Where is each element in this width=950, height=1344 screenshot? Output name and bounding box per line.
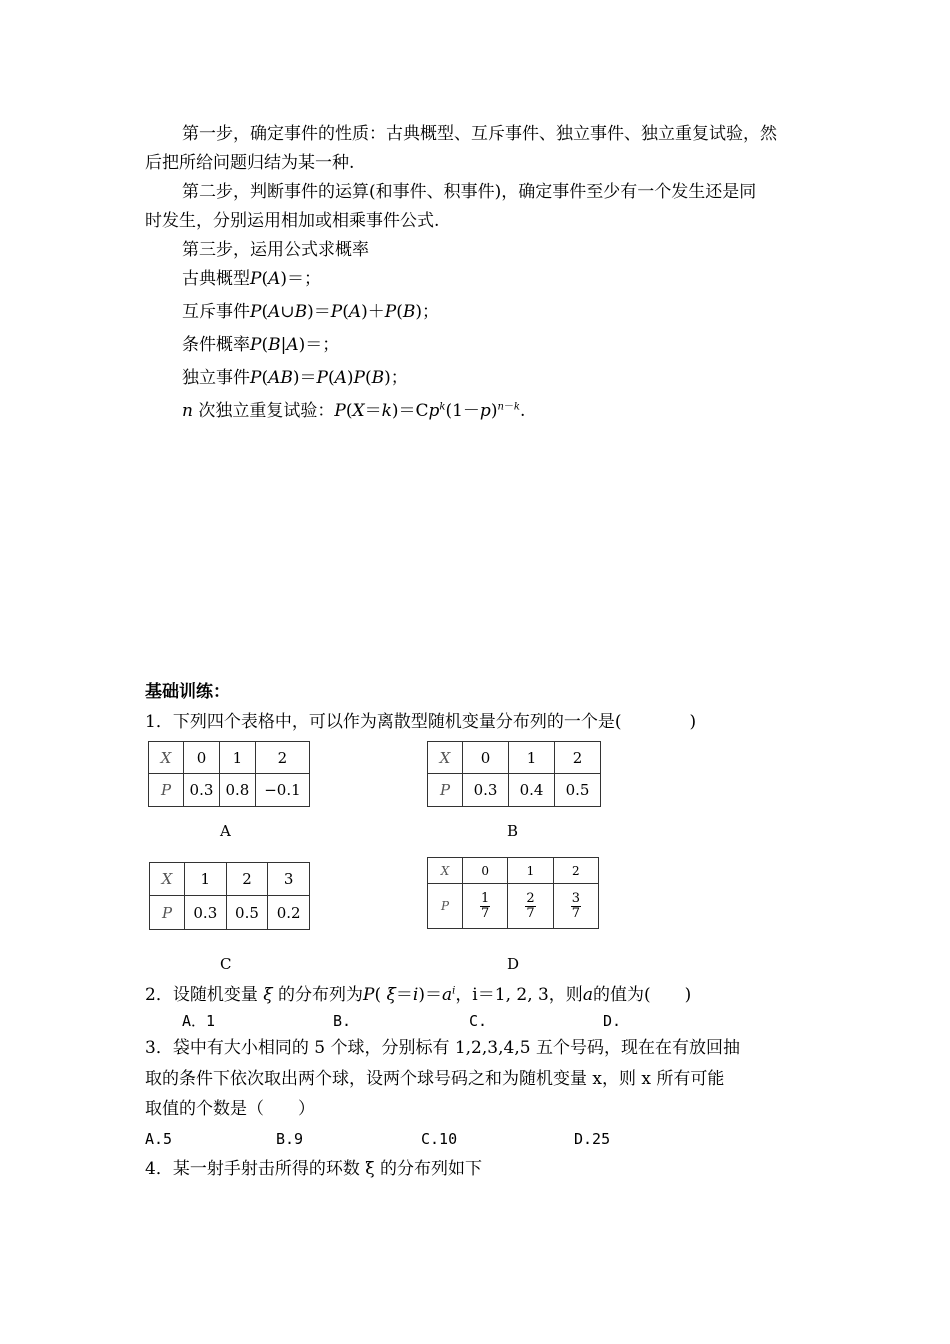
q2-mid: 的分布列为 [278, 985, 364, 1005]
exclusive-formula: 互斥事件P(A∪B)＝P(A)＋P(B)； [182, 302, 440, 322]
table-c [149, 862, 310, 930]
table-d-p-1 [508, 884, 553, 929]
q2-option-a: A．1 [182, 1012, 216, 1030]
q4-text: 4．某一射手射击所得的环数 ξ 的分布列如下 [145, 1159, 482, 1179]
q2-option-b: B. [333, 1012, 352, 1030]
frac-num: 3 [571, 890, 580, 906]
table-c-x-1: 2 [226, 863, 268, 896]
table-d [427, 857, 599, 929]
table-d-p-0 [463, 884, 508, 929]
table-c-p-2: 0.2 [268, 896, 310, 930]
table-d-p-header: P [428, 884, 463, 929]
table-d-x-header: X [428, 858, 463, 884]
q2-prefix: 2．设随机变量 [145, 985, 258, 1005]
table-a-x-header: X [149, 742, 184, 774]
table-a-x-1: 1 [219, 742, 255, 774]
table-d-x-0: 0 [463, 858, 508, 884]
table-b [427, 741, 601, 807]
table-a-p-header: P [149, 774, 184, 807]
step2-line2: 时发生，分别运用相加或相乘事件公式. [145, 211, 440, 231]
table-d-x-2: 2 [553, 858, 598, 884]
frac-num: 1 [481, 890, 490, 906]
frac-num: 2 [526, 890, 535, 906]
table-a-label: A [220, 822, 231, 840]
q3-option-c: C.10 [421, 1130, 458, 1148]
table-c-x-2: 3 [268, 863, 310, 896]
table-c-p-header: P [150, 896, 185, 930]
fraction-1-7 [480, 892, 490, 921]
table-a-p-0: 0.3 [184, 774, 220, 807]
conditional-formula: 条件概率P(B|A)＝； [182, 335, 340, 355]
q3-option-b: B.9 [276, 1130, 304, 1148]
q2-option-c: C. [469, 1012, 488, 1030]
q2-suffix: 的值为( ) [592, 985, 692, 1005]
table-b-x-2: 2 [555, 742, 601, 774]
step1-line1: 第一步，确定事件的性质：古典概型、互斥事件、独立事件、独立重复试验，然 [182, 124, 777, 144]
independent-formula: 独立事件P(AB)＝P(A)P(B)； [182, 368, 408, 388]
table-b-p-1: 0.4 [509, 774, 555, 807]
q2-text: 2．设随机变量 ξ 的分布列为P( $\xi=i)=a^i$，i＝1, 2, 3，则a的值为( ) [145, 985, 692, 1005]
conditional-label: 条件概率 [182, 335, 250, 355]
table-d-x-1: 1 [508, 858, 553, 884]
table-b-p-header: P [428, 774, 463, 807]
step3-line: 第三步，运用公式求概率 [182, 240, 369, 260]
table-b-p-2: 0.5 [555, 774, 601, 807]
independent-label: 独立事件 [182, 368, 250, 388]
bernoulli-label: 次独立重复试验： [198, 401, 335, 421]
table-a-p-2: −0.1 [255, 774, 309, 807]
q2-option-d: D. [603, 1012, 622, 1030]
step1-line2: 后把所给问题归结为某一种. [145, 153, 355, 173]
q3-line1: 3．袋中有大小相同的 5 个球，分别标有 1,2,3,4,5 五个号码，现在在有放回抽 [145, 1038, 740, 1058]
table-b-x-1: 1 [509, 742, 555, 774]
q2-range: ，i＝1, 2, 3，则 [455, 985, 583, 1005]
table-d-p-2 [553, 884, 598, 929]
table-b-x-0: 0 [463, 742, 509, 774]
table-a-x-2: 2 [255, 742, 309, 774]
exclusive-label: 互斥事件 [182, 302, 250, 322]
classical-label: 古典概型 [182, 269, 250, 289]
table-c-x-header: X [150, 863, 185, 896]
fraction-2-7 [525, 892, 535, 921]
q3-option-a: A.5 [145, 1130, 173, 1148]
bernoulli-formula: n 次独立重复试验：$P(X=k)=Cp^k(1-p)^{n-k}$. [182, 401, 526, 421]
q3-line3: 取值的个数是（ ） [145, 1099, 315, 1119]
step2-line1: 第二步，判断事件的运算(和事件、积事件)，确定事件至少有一个发生还是同 [182, 182, 757, 202]
q3-line2: 取的条件下依次取出两个球，设两个球号码之和为随机变量 x，则 x 所有可能 [145, 1069, 725, 1089]
classical-formula: 古典概型P(A)＝； [182, 269, 322, 289]
table-b-label: B [507, 822, 519, 840]
table-a-x-0: 0 [184, 742, 220, 774]
frac-den: 7 [571, 905, 580, 921]
section-title: 基础训练： [145, 682, 230, 702]
q3-option-d: D.25 [574, 1130, 611, 1148]
table-c-p-1: 0.5 [226, 896, 268, 930]
frac-den: 7 [481, 905, 490, 921]
table-c-p-0: 0.3 [185, 896, 227, 930]
table-d-label: D [507, 955, 520, 973]
table-a-p-1: 0.8 [219, 774, 255, 807]
fraction-3-7 [571, 892, 581, 921]
table-b-x-header: X [428, 742, 463, 774]
table-b-p-0: 0.3 [463, 774, 509, 807]
q1-text: 1．下列四个表格中，可以作为离散型随机变量分布列的一个是( ) [145, 712, 697, 732]
table-a [148, 741, 310, 807]
table-c-label: C [220, 955, 232, 973]
frac-den: 7 [526, 905, 535, 921]
table-c-x-0: 1 [185, 863, 227, 896]
